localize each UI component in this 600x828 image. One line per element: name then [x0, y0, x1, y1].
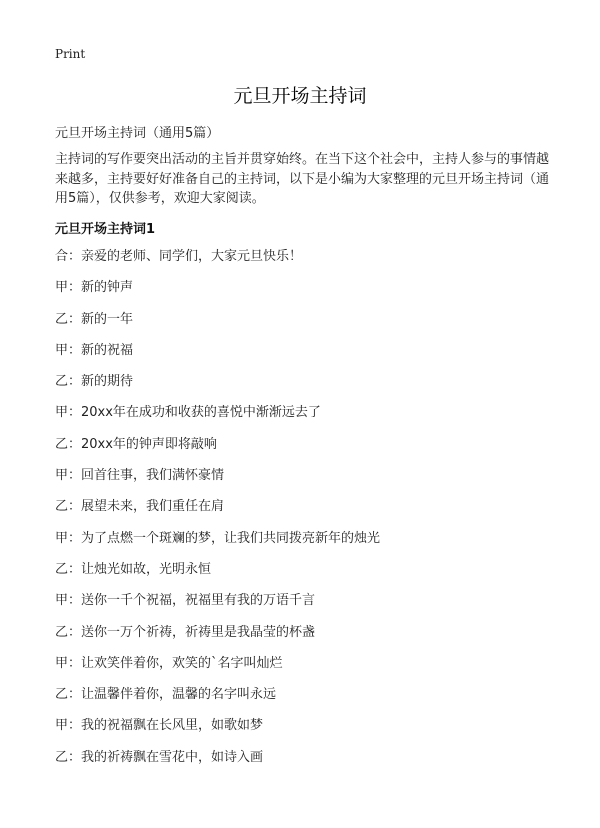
script-line: 乙：送你一万个祈祷，祈祷里是我晶莹的杯盏	[55, 624, 316, 640]
script-line: 乙：让温馨伴着你，温馨的名字叫永远	[55, 687, 277, 703]
script-line: 乙：展望未来，我们重任在肩	[55, 499, 225, 515]
section-heading: 元旦开场主持词1	[55, 222, 156, 237]
document-subtitle: 元旦开场主持词（通用5篇）	[55, 126, 220, 141]
script-line: 甲：送你一千个祝福，祝福里有我的万语千言	[55, 593, 316, 609]
script-lines	[55, 248, 555, 780]
script-line: 甲：新的祝福	[55, 342, 134, 358]
intro-paragraph: 主持词的写作要突出活动的主旨并贯穿始终。在当下这个社会中，主持人参与的事情越来越多，主持要好好准备自己的主持词，以下是小编为大家整理的元旦开场主持词（通用5篇），仅供参考，欢迎大家阅读。	[55, 152, 550, 206]
script-line: 甲：我的祝福飘在长风里，如歌如梦	[55, 718, 264, 734]
script-line: 乙：20xx年的钟声即将敲响	[55, 436, 217, 452]
script-line: 甲：为了点燃一个斑斓的梦，让我们共同拨亮新年的烛光	[55, 530, 381, 546]
script-line: 乙：新的期待	[55, 374, 134, 390]
page-title: 元旦开场主持词	[233, 85, 367, 107]
print-link[interactable]: Print	[55, 47, 86, 61]
script-line: 合：亲爱的老师、同学们，大家元旦快乐！	[55, 249, 303, 264]
script-line: 甲：回首往事，我们满怀豪情	[55, 468, 225, 484]
script-line: 乙：让烛光如故，光明永恒	[55, 561, 212, 577]
script-line: 甲：新的钟声	[55, 280, 134, 296]
script-line: 乙：新的一年	[55, 311, 134, 327]
script-line: 乙：我的祈祷飘在雪花中，如诗入画	[55, 749, 264, 765]
script-line: 甲：20xx年在成功和收获的喜悦中渐渐远去了	[55, 405, 321, 421]
script-line: 甲：让欢笑伴着你，欢笑的`名字叫灿烂	[55, 655, 283, 671]
